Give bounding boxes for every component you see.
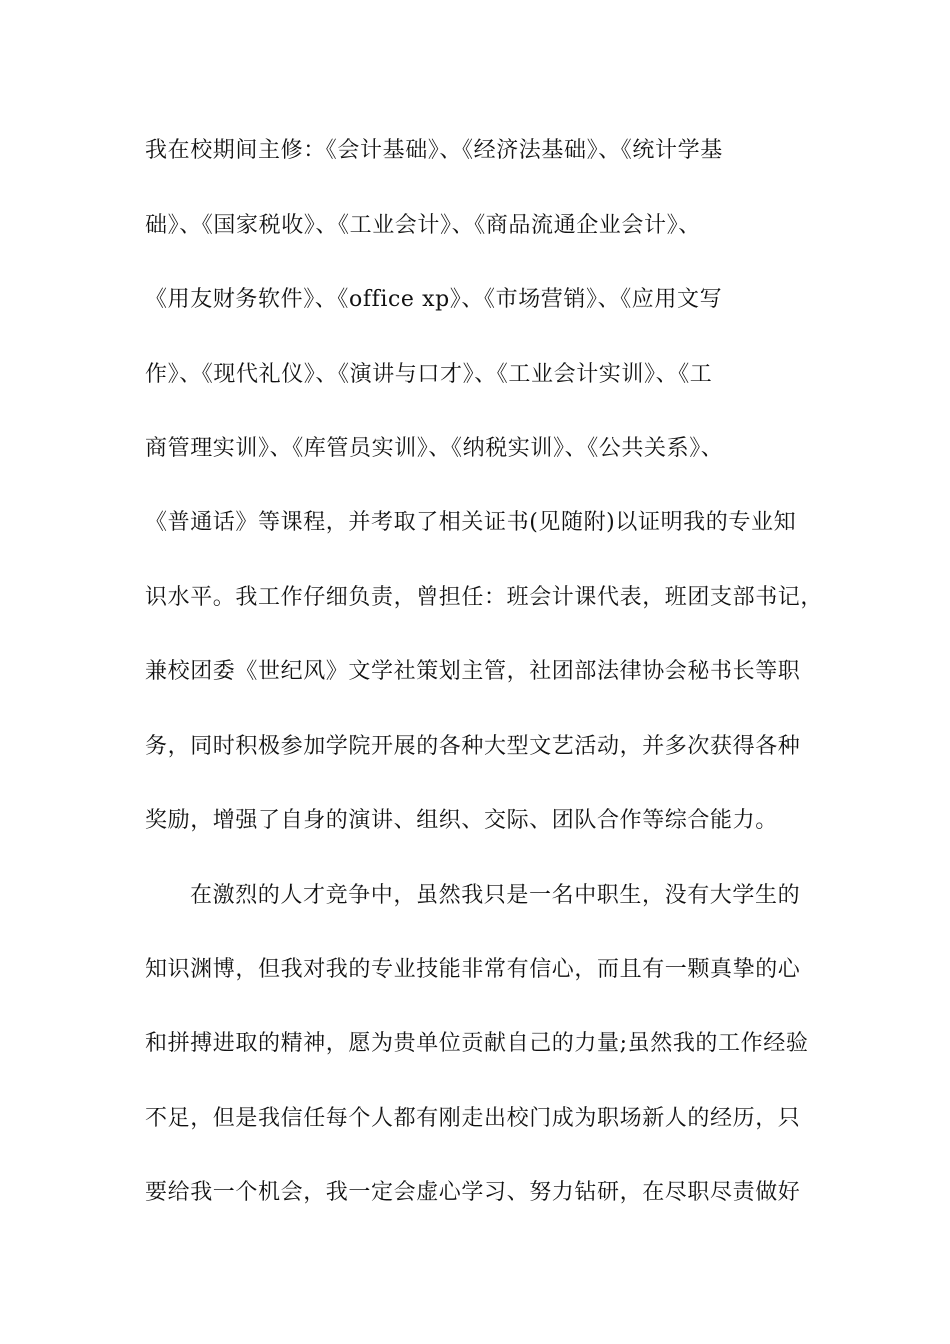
- paragraph-1-line-7: 识水平。我工作仔细负责，曾担任：班会计课代表，班团支部书记，: [145, 585, 824, 610]
- paragraph-2-line-2: 知识渊博，但我对我的专业技能非常有信心，而且有一颗真挚的心: [145, 957, 801, 982]
- paragraph-2-line-1: 在激烈的人才竞争中，虽然我只是一名中职生，没有大学生的: [190, 883, 801, 908]
- paragraph-2-line-5: 要给我一个机会，我一定会虚心学习、努力钻研，在尽职尽责做好: [145, 1180, 801, 1205]
- paragraph-1-line-6: 《普通话》等课程，并考取了相关证书(见随附)以证明我的专业知: [145, 510, 797, 535]
- paragraph-1-line-2: 础》、《国家税收》、《工业会计》、《商品流通企业会计》、: [145, 213, 701, 238]
- paragraph-1-line-3: 《用友财务软件》、《office xp》、《市场营销》、《应用文写: [145, 287, 723, 312]
- paragraph-2-line-4: 不足，但是我信任每个人都有刚走出校门成为职场新人的经历，只: [145, 1106, 801, 1131]
- paragraph-1-line-4: 作》、《现代礼仪》、《演讲与口才》、《工业会计实训》、《工: [145, 362, 713, 387]
- paragraph-1-line-5: 商管理实训》、《库管员实训》、《纳税实训》、《公共关系》、: [145, 436, 724, 461]
- paragraph-2-line-3: 和拼搏进取的精神，愿为贵单位贡献自己的力量;虽然我的工作经验: [145, 1031, 809, 1056]
- paragraph-1-line-10: 奖励，增强了自身的演讲、组织、交际、团队合作等综合能力。: [145, 808, 778, 833]
- paragraph-1-line-1: 我在校期间主修：《会计基础》、《经济法基础》、《统计学基: [145, 138, 723, 163]
- paragraph-1-line-8: 兼校团委《世纪风》文学社策划主管，社团部法律协会秘书长等职: [145, 659, 801, 684]
- paragraph-1-line-9: 务，同时积极参加学院开展的各种大型文艺活动，并多次获得各种: [145, 734, 801, 759]
